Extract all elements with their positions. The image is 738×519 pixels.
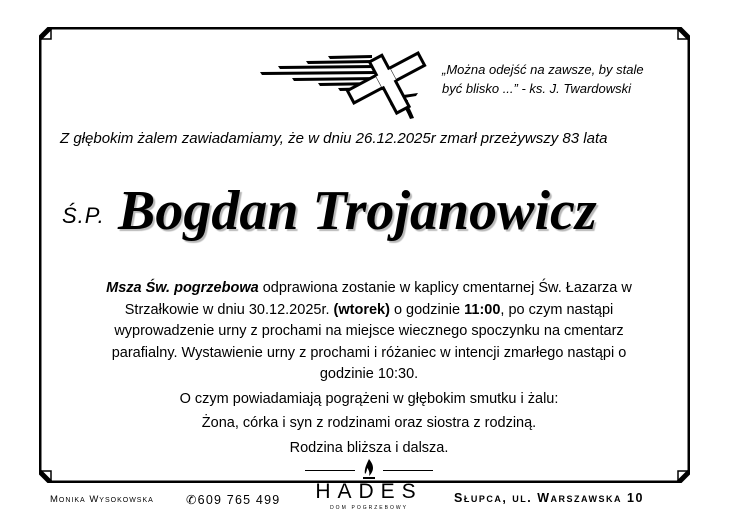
logo-rule-right	[383, 470, 433, 471]
mass-line-4: parafialny. Wystawienie urny z prochami i różaniec w intencji zmarłego nastąpi o	[111, 344, 627, 361]
mass-weekday: (wtorek)	[333, 301, 390, 318]
mourners-line-3: Rodzina bliższa i dalsza.	[289, 439, 449, 456]
flame-icon	[361, 458, 377, 480]
logo-subtitle: dom pogrzebowy	[330, 504, 408, 511]
mass-text-1: odprawiona zostanie w kaplicy cmentarnej Św. Łazarza w	[258, 280, 632, 296]
hades-logo	[305, 458, 433, 516]
deceased-prefix: Ś.P.	[62, 203, 105, 228]
logo-word: HADES	[315, 480, 423, 503]
quote-line-2: być blisko ...” - ks. J. Twardowski	[442, 81, 632, 96]
footer-address: Słupca, ul. Warszawska 10	[454, 491, 644, 505]
mass-line-2b: o godzinie	[389, 301, 465, 318]
mass-line-3: wyprowadzenie urny z prochami na miejsce wiecznego spoczynku na cmentarz	[114, 323, 624, 339]
mass-heading: Msza Św. pogrzebowa	[106, 280, 259, 296]
mass-line-2a: Strzałkowie w dniu 30.12.2025r.	[124, 301, 334, 318]
mourners-line-2: Żona, córka i syn z rodzinami oraz siostra z rodziną.	[201, 415, 537, 431]
mass-line-5: godzinie 10:30.	[319, 366, 419, 382]
footer-contact-name: Monika Wysokowska	[50, 494, 154, 505]
announcement-intro: Z głębokim żalem zawiadamiamy, że w dniu 26.12.2025r zmarł przeżywszy 83 lata	[60, 130, 608, 147]
quote-line-1: „Można odejść na zawsze, by stale	[442, 62, 644, 77]
deceased-name: Bogdan Trojanowicz	[118, 180, 597, 242]
mourners-line-1: O czym powiadamiają pogrążeni w głębokim smutku i żalu:	[179, 390, 559, 407]
footer-phone: ✆609 765 499	[186, 493, 281, 507]
mass-line-2c: , po czym nastąpi	[500, 301, 614, 318]
quote	[442, 60, 692, 98]
mass-time: 11:00	[464, 301, 501, 318]
funeral-details	[64, 278, 674, 459]
logo-rule-left	[305, 470, 355, 471]
cross-and-palm-emblem	[258, 44, 438, 120]
